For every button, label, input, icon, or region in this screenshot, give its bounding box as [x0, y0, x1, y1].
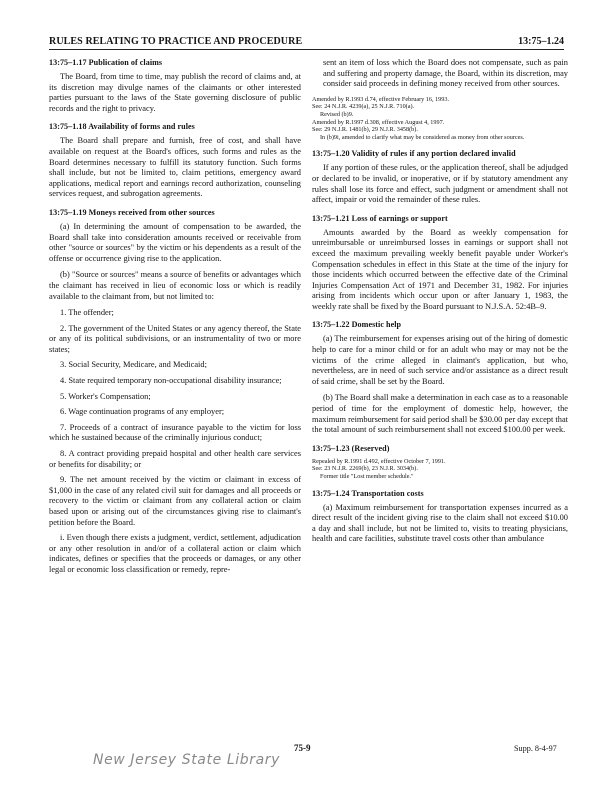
section-heading: 13:75–1.20 Validity of rules if any portion declared invalid	[312, 149, 516, 159]
paragraph: The Board, from time to time, may publish the record of claims and, at its discretion may divulge names of the claimants or other interested parties pursuant to the laws of the State governing disclosure of public records and the right to privacy.	[49, 72, 301, 113]
history-note: See: 29 N.J.R. 1481(b), 29 N.J.R. 3458(b).	[312, 126, 418, 134]
library-stamp: New Jersey State Library	[93, 752, 280, 768]
list-item: 9. The net amount received by the victim or claimant in excess of $1,000 in the case of any related civil suit for damages and all proceeds or recovery to the victim or claimant from any collateral action or claim based upon or arising out of the circumstances giving rise to claimant's petition before the Board.	[49, 475, 301, 527]
paragraph-a: (a) The reimbursement for expenses arising out of the hiring of domestic help to care for a minor child or for an adult who may or may not be the victims of the crime alleged in claimant's application, but who, nevertheless, are in need of such service and/or assistance as a direct result of said crime, shall be set by the Board.	[312, 334, 568, 386]
section-heading: 13:75–1.18 Availability of forms and rules	[49, 122, 195, 132]
section-1-19	[49, 208, 301, 576]
history-note: Revised (b)9.	[320, 110, 354, 118]
paragraph-a: (a) In determining the amount of compensation to be awarded, the Board shall take into consideration amounts received or receivable from other "source or sources" by the victim or his dependents as a result of the offense or occurrence giving rise to the application.	[49, 221, 301, 263]
history-notes	[312, 96, 568, 142]
section-1-23	[312, 444, 568, 481]
section-heading: 13:75–1.22 Domestic help	[312, 320, 402, 330]
list-item: 2. The government of the United States or any agency thereof, the State or any of its political subdivisions, or an instrumentality of two or more states;	[49, 323, 301, 354]
list-item: 3. Social Security, Medicare, and Medicaid;	[60, 360, 207, 370]
section-heading: 13:75–1.19 Moneys received from other sources	[49, 207, 215, 217]
history-note: Former title "Lost member schedule."	[320, 473, 414, 480]
paragraph-b: (b) "Source or sources" means a source of benefits or advantages which the claimant has received in lieu of economic loss or which is readily available to the claimant from, but not limited to:	[49, 270, 301, 301]
list-item: 4. State required temporary non-occupational disability insurance;	[60, 376, 282, 386]
history-note: In (b)9i, amended to clarify what may be considered as money from other sources.	[320, 133, 525, 141]
section-heading: 13:75–1.17 Publication of claims	[49, 58, 163, 67]
list-item: 7. Proceeds of a contract of insurance payable to the victim for loss which he sustained because of the criminally injurious conduct;	[49, 422, 301, 443]
section-1-20	[312, 149, 568, 205]
history-note: See: 23 N.J.R. 2269(b), 23 N.J.R. 3034(b).	[312, 465, 418, 473]
paragraph: If any portion of these rules, or the application thereof, shall be adjudged or declared to be invalid, or inoperative, or if by statutory amendment any rules shall lose its force and effect, such judgment or amendment shall not affect, impair or void the remainder of these rules.	[312, 163, 568, 205]
supplement-date: Supp. 8-4-97	[514, 744, 557, 753]
history-note: Amended by R.1997 d.308, effective August 4, 1997.	[312, 118, 445, 126]
section-heading: 13:75–1.23 (Reserved)	[312, 443, 390, 453]
left-column	[49, 58, 301, 584]
list-item: 5. Worker's Compensation;	[60, 391, 151, 401]
list-item: 1. The offender;	[60, 308, 114, 318]
page-number: 75-9	[294, 743, 311, 753]
running-header	[49, 35, 564, 50]
section-heading: 13:75–1.21 Loss of earnings or support	[312, 213, 448, 223]
header-section-range: 13:75–1.24	[518, 36, 564, 47]
section-1-18	[49, 122, 301, 200]
history-note: Amended by R.1993 d.74, effective February 16, 1993.	[312, 95, 450, 103]
header-title: RULES RELATING TO PRACTICE AND PROCEDURE	[49, 36, 303, 47]
paragraph-a: (a) Maximum reimbursement for transportation expenses incurred as a direct result of the incident giving rise to the claim shall not exceed $10.00 a day and shall include, but not be limited to, visits to treating physicians, health and care facilities, substitute travel costs other than ambulance	[312, 502, 568, 544]
paragraph: The Board shall prepare and furnish, free of cost, and shall have available on request at the Board's offices, such forms and rules as the Board determines necessary to fulfill its statutory function. Such forms shall include, but not be limited to, claim petitions, emergency award applications, medical report and earnings record authorization, counseling services request, and subrogation agreements.	[49, 136, 301, 199]
history-note: See: 24 N.J.R. 4239(a), 25 N.J.R. 710(a).	[312, 103, 415, 111]
paragraph: Amounts awarded by the Board as weekly compensation for unreimbursable or unreimbursed losses in earnings or support shall not exceed the maximum prevailing weekly benefit payable under Worker's Compensation schedules in effect in this State at the time of the injury for those incidents which occurred between the effective date of the Criminal Injuries Compensation Act of 1971 and December 31, 1982. For injuries arising from incidents which occur upon or after January 1, 1983, the weekly rate shall be fixed by the Board pursuant to N.J.S.A. 52:4B–9.	[312, 227, 568, 311]
section-1-24	[312, 489, 568, 545]
right-column	[312, 58, 568, 553]
section-1-22	[312, 320, 568, 435]
section-1-21	[312, 214, 568, 313]
continued-paragraph: sent an item of loss which the Board does not compensate, such as pain and suffering and property damage, the Board, within its discretion, may consider said proceeds in defining money received from other sources.	[323, 58, 568, 89]
section-1-17	[49, 58, 301, 114]
list-item: 6. Wage continuation programs of any employer;	[60, 407, 225, 417]
paragraph-b: (b) The Board shall make a determination in each case as to a reasonable period of time for the employment of domestic help, however, the maximum reimbursement for said period shall be $30.00 per day except that the total amount of such reimbursement shall not exceed $100.00 per week.	[312, 393, 568, 435]
history-note: Repealed by R.1991 d.492, effective October 7, 1991.	[312, 457, 446, 465]
sub-item-i: i. Even though there exists a judgment, verdict, settlement, adjudication or any other resolution in and/or of a collateral action or claim which indicates, defines or specifies that the proceeds or damages, or any other legal or economic loss classification or remedy, repre-	[49, 533, 301, 574]
list-item: 8. A contract providing prepaid hospital and other health care services or benefits for disability; or	[49, 449, 301, 469]
section-heading: 13:75–1.24 Transportation costs	[312, 488, 424, 498]
